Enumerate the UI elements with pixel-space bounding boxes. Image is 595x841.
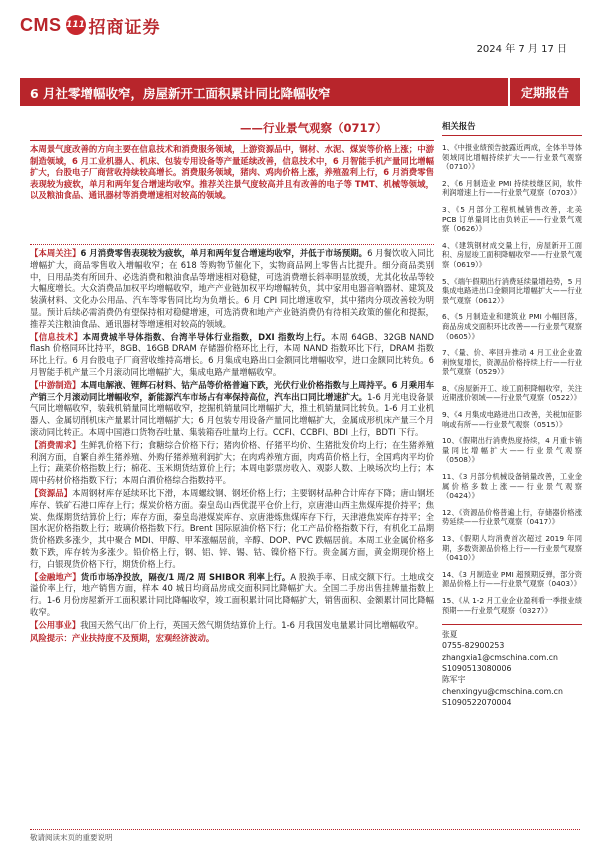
section-text: 我国天然气出厂价上行，英国天然气期货结算价上行。1-6 月我国发电量累计同比增幅收窄。 bbox=[80, 619, 424, 630]
paragraph-resources bbox=[30, 488, 434, 571]
analyst-info-line: zhangxia1@cmschina.com.cn bbox=[442, 652, 558, 662]
section-lead: 货币市场净投放，隔夜/1 周/2 周 SHIBOR 利率上行。 bbox=[80, 571, 291, 582]
related-report-link[interactable]: 7、《量、价、率回升推动 4 月工业企业盈利恢复增长，资源品价格持续上行——行业景气观察（0529）》 bbox=[442, 348, 582, 377]
related-report-link[interactable]: 11、《3 月部分机械设备销量改善，工业金属价格多数上涨——行业景气观察（0424）》 bbox=[442, 472, 582, 501]
related-report-link[interactable]: 12、《资源品价格普遍上行，存储器价格涨势延续——行业景气观察（0417）》 bbox=[442, 507, 582, 527]
paragraph-consumer bbox=[30, 440, 434, 487]
logo-text: CMS bbox=[20, 14, 62, 35]
related-report-link[interactable]: 2、《6 月制造业 PMI 持续枝继区间，软件利润增速上行——行业景气观察（0703）》 bbox=[442, 178, 582, 198]
analyst-info-line: 张夏 bbox=[442, 630, 458, 640]
analyst-info-line: 0755-82900253 bbox=[442, 641, 505, 651]
section-tag: 【信息技术】 bbox=[30, 331, 83, 342]
analyst-info-line: chenxingyu@cmschina.com.cn bbox=[442, 686, 563, 696]
section-tag: 【中游制造】 bbox=[30, 379, 81, 390]
analyst-contacts bbox=[442, 624, 582, 708]
footer-disclaimer: 敬请阅读末页的重要说明 bbox=[30, 833, 113, 841]
section-lead: 本周费城半导体指数、台湾半导体行业指数，DXI 指数均上行。 bbox=[82, 331, 331, 342]
section-text: 本周钢材库存延续环比下滑，本周螺纹钢、钢坯价格上行；主要钢材品种合计库存下降；唐山钢坯库存、铁矿石港口库存上行；煤炭价格方面。秦皇岛山西优混平仓价上行，京唐港山西主焦煤库提价持平；焦炭、焦煤期货结算价上行；库存方面，秦皇岛港煤炭库存、京唐港炼焦煤库存下行，天津港焦炭库存持平；全国水泥价格指数上行；玻璃价格指数下行。Brent 国际原油价格下行；化工产品价格指数下行，有机化工品期货价格跌多涨少，其中聚合 MDI、甲醇、甲苯涨幅居前，辛醇、DOP、PVC 跌幅居前。本周工业金属价格多数下跌，库存转为多涨少。铅价格上行，钢、铝、锌、锡、钴、镍价格下行。贵金属方面，黄金期现价格上行，白银现货价格下行，期货价格上行。 bbox=[30, 487, 435, 569]
related-report-link[interactable]: 5、《端午假期出行消费延续量增趋势，5 月集成电路进出口金额同比增幅扩大——行业景气观察（0612）》 bbox=[442, 276, 582, 305]
section-text: 生鲜乳价格下行；食糖综合价格下行；猪肉价格、仔猪平均价、生猪批发价均上行；在生猪养殖利润方面，自繁自养生猪养殖、外购仔猪养殖利润扩大；在肉鸡养殖方面，肉鸡苗价格上行，全国鸡肉平均价上行；蔬菜价格指数上行；棉花、玉米期货结算价上行；本周电影票房收入、观影人数、上映场次均上行；本周中药材价格指数下行；本周白酒价格综合指数持平。 bbox=[30, 439, 435, 486]
footer-divider bbox=[30, 829, 580, 830]
summary-divider bbox=[30, 244, 434, 245]
related-report-link[interactable]: 10、《假期出行消费热度持续，4 月重卡销量同比增幅扩大——行业景气观察（0508）》 bbox=[442, 436, 582, 465]
report-subtitle: ——行业景气观察（0717） bbox=[240, 121, 388, 135]
related-report-link[interactable]: 4、《建筑钢材成交量上行，房屋新开工面积、房屋竣工面积降幅收窄——行业景气观察（0619）》 bbox=[442, 240, 582, 269]
logo-seal-icon: 111 bbox=[66, 15, 86, 35]
section-text: 6 月餐饮收入同比增幅扩大，商品零售收入增幅收窄；在 618 等购物节催化下，实物商品网上零售占比提升。细分商品类别中，日用品类有所回升、必选消费和粮油食品等增速相对稳健，可选消费增长斜率明显放缓，尤其化妆品等较大幅度增长。大众消费品加权平均增幅收窄，地产产业链加权平均增幅转负，其中家用电器音响器材、建筑及装潢材料、文化办公用品、汽车等零售同比均为负增长。6 月 CPI 同比增速收窄，其中猪肉分项改善较为明显。预计后续必需消费仍有望保持相对稳健增速，可选消费和地产产业链消费仍有待相关政策的催化和提振，推荐关注粮油食品、通讯器材等增速相对较高的领域。 bbox=[30, 248, 434, 329]
section-text: A 股换手率、日成交额下行。土地成交溢价率上行，地产销售方面，样本 40 城日均商品房成交面积同比降幅扩大。全国二手房出售挂牌量指数上行。1-6 月份房屋新开工面积累计同比降幅收窄，竣工面积累计同比降幅扩大，销售面积、金额累计同比降幅收窄。 bbox=[30, 571, 435, 617]
paragraph-weekly-focus bbox=[30, 248, 434, 331]
divider bbox=[30, 140, 434, 141]
report-title: 6 月社零增幅收窄，房屋新开工面积累计同比降幅收窄 bbox=[20, 78, 508, 106]
related-report-link[interactable]: 6、《5 月制造业和建筑业 PMI 小幅回落，商品房成交面积环比改善——行业景气观察（0605）》 bbox=[442, 312, 582, 341]
section-tag: 【金融地产】 bbox=[30, 571, 81, 582]
paragraph-midstream bbox=[30, 380, 434, 439]
risk-warning: 风险提示：产业扶持度不及预期，宏观经济波动。 bbox=[30, 632, 215, 643]
section-lead: 6 月消费零售表现较为疲软，单月和两年复合增速均收窄，并低于市场预期。 bbox=[80, 248, 368, 258]
related-reports-list bbox=[442, 143, 582, 615]
paragraph-finance-realestate bbox=[30, 572, 434, 619]
related-report-link[interactable]: 1、《中报业绩预告披露近两成，全体半导体领域同比增幅持续扩大——行业景气观察（0710）》 bbox=[442, 143, 582, 172]
section-lead: 本周电解液、锂辉石材料、钴产品等价格普遍下跌，光伏行业价格指数与上周持平。6 月乘用车产销三个月滚动同比增幅收窄，新能源汽车市场占有率保持高位，汽车出口同比增速扩大。 bbox=[30, 379, 435, 402]
sidebar bbox=[442, 120, 582, 708]
related-report-link[interactable]: 15、《从 1-2 月工业企业盈利看一季报业绩预期——行业景气观察（0327）》 bbox=[442, 595, 582, 615]
paragraph-utilities bbox=[30, 620, 434, 632]
related-report-link[interactable]: 9、《4 月集成电路进出口改善，关税加征影响或有所——行业景气观察（0515）》 bbox=[442, 410, 582, 429]
analyst-info-line: S1090522070004 bbox=[442, 697, 512, 707]
section-tag: 【本周关注】 bbox=[30, 248, 81, 258]
related-report-link[interactable]: 3、《5 月部分工程机械销售改善，北美 PCB 订单量同比由负转正——行业景气观察（0626）》 bbox=[442, 204, 582, 234]
report-date: 2024 年 7 月 17 日 bbox=[476, 44, 567, 55]
analyst-info-line: 陈军宇 bbox=[442, 675, 466, 685]
related-report-link[interactable]: 14、《3 月制造业 PMI 超预期反弹，部分资源品价格上行——行业景气观察（0403）》 bbox=[442, 569, 582, 589]
summary-paragraph: 本周景气度改善的方向主要在信息技术和消费服务领域，上游资源品中，钢材、水泥、煤炭等价格上涨；中游制造领域，6 月工业机器人、机床、包装专用设备等产量延续改善，信息技术中，6 月智能手机产量同比增幅扩大，台股电子厂商营收持续较高增长。消费服务领域，猪肉、鸡肉价格上涨，养殖盈利上行，6 月消费零售表现较为疲软，单月和两年复合增速均收窄。推荐关注景气度较高并且有改善的电子等 TMT、机械等领域，以及粮油食品、通讯器材等消费增速相对较高的领域。 bbox=[30, 144, 434, 201]
section-tag: 【公用事业】 bbox=[30, 619, 81, 630]
section-tag: 【消费需求】 bbox=[30, 439, 81, 450]
section-text: 本周 64GB、32GB NAND flash 价格同环比持平，8GB、16GB DRAM 存储器价格环比上行，本周 NAND 指数环比下行，DRAM 指数环比上行。6 月台股电子厂商营收维持高增长。6 月集成电路出口金额同比增幅收窄，进口金额同比转负。6 月智能手机产量三个月滚动同比增幅扩大，集成电路产量增幅收窄。 bbox=[30, 331, 434, 377]
company-logo bbox=[20, 14, 161, 36]
section-tag: 【资源品】 bbox=[30, 487, 73, 498]
related-report-link[interactable]: 8、《房屋新开工、竣工面积降幅收窄，关注近期涨价领域——行业景气观察（0522）》 bbox=[442, 383, 582, 403]
logo-chinese-name: 招商证券 bbox=[88, 17, 161, 38]
section-text: 1-6 月光电设备景气同比增幅收窄，装载机销量同比增幅收窄，挖掘机销量同比增幅扩大，推土机销量同比转负。1-6 月工业机器人、金属切削机床产量累计同比增幅扩大；6 月包装专用设备产量同比增幅扩大，金属成形机床产量三个月滚动同比转正。本周中国港口货物吞吐量、集装箱吞吐量均上行。CCFI、CCBFI、BDI 上行，BDTI 下行。 bbox=[30, 391, 434, 437]
related-reports-heading: 相关报告 bbox=[442, 120, 582, 136]
paragraph-info-tech bbox=[30, 332, 434, 379]
analyst-info-line: S1090513080006 bbox=[442, 664, 512, 674]
report-body bbox=[30, 248, 434, 645]
report-type-label: 定期报告 bbox=[510, 78, 580, 106]
related-report-link[interactable]: 13、《假期人均消费首次超过 2019 年同期，多数资源品价格上行——行业景气观察（0410）》 bbox=[442, 534, 582, 563]
